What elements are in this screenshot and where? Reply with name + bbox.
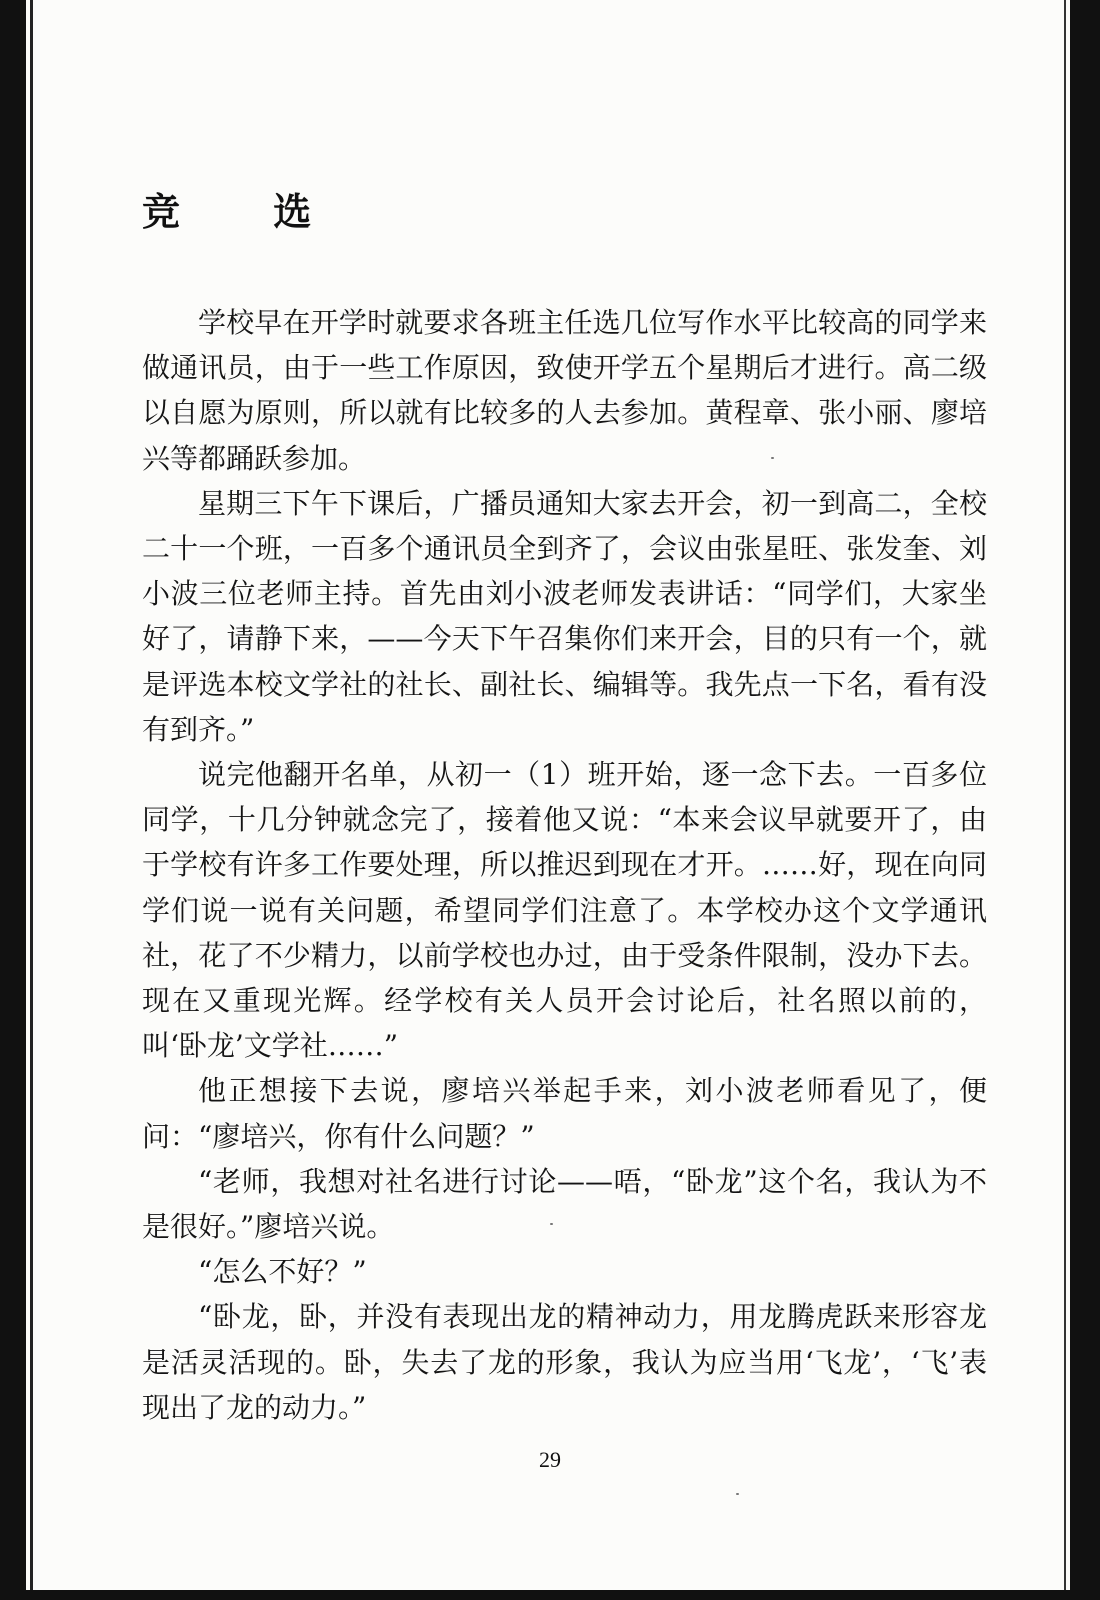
- paragraph: “怎么不好？”: [198, 1255, 367, 1289]
- paragraph: “老师，我想对社名进行讨论——唔，“卧龙”这个名，我认为不是很好。”廖培兴说。: [142, 1164, 987, 1244]
- scan-speck: [736, 1493, 739, 1495]
- scan-border-bottom: [0, 1590, 1100, 1600]
- chapter-title: 竞 选: [142, 190, 352, 234]
- paragraph: 说完他翻开名单，从初一（1）班开始，逐一念下去。一百多位同学，十几分钟就念完了，接着他又说：“本来会议早就要开了，由于学校有许多工作要处理，所以推迟到现在才开。……好，现在向同学们说一说有关问题，希望同学们注意了。本学校办这个文学通讯社，花了不少精力，以前学校也办过，由于受条件限制，没办下去。现在又重现光辉。经学校有关人员开会讨论后，社名照以前的，叫‘卧龙’文学社……”: [142, 758, 987, 1063]
- scan-border-left: [0, 0, 26, 1600]
- scan-border-left-line: [30, 0, 33, 1600]
- scan-border-right-line: [1064, 0, 1066, 1600]
- paragraph: “卧龙，卧，并没有表现出龙的精神动力，用龙腾虎跃来形容龙是活灵活现的。卧，失去了龙的形象，我认为应当用‘飞龙’，‘飞’表现出了龙的动力。”: [142, 1300, 987, 1424]
- body-text: [142, 300, 987, 1430]
- paragraph: 他正想接下去说，廖培兴举起手来，刘小波老师看见了，便问：“廖培兴，你有什么问题？”: [142, 1074, 987, 1153]
- paragraph: 星期三下午下课后，广播员通知大家去开会，初一到高二，全校二十一个班，一百多个通讯员全到齐了，会议由张星旺、张发奎、刘小波三位老师主持。首先由刘小波老师发表讲话：“同学们，大家坐好了，请静下来，——今天下午召集你们来开会，目的只有一个，就是评选本校文学社的社长、副社长、编辑等。我先点一下名，看有没有到齐。”: [142, 486, 987, 746]
- page-number: 29: [539, 1447, 561, 1472]
- paragraph: 学校早在开学时就要求各班主任选几位写作水平比较高的同学来做通讯员，由于一些工作原因，致使开学五个星期后才进行。高二级以自愿为原则，所以就有比较多的人去参加。黄程章、张小丽、廖培兴等都踊跃参加。: [142, 306, 987, 475]
- scan-border-right: [1070, 0, 1100, 1600]
